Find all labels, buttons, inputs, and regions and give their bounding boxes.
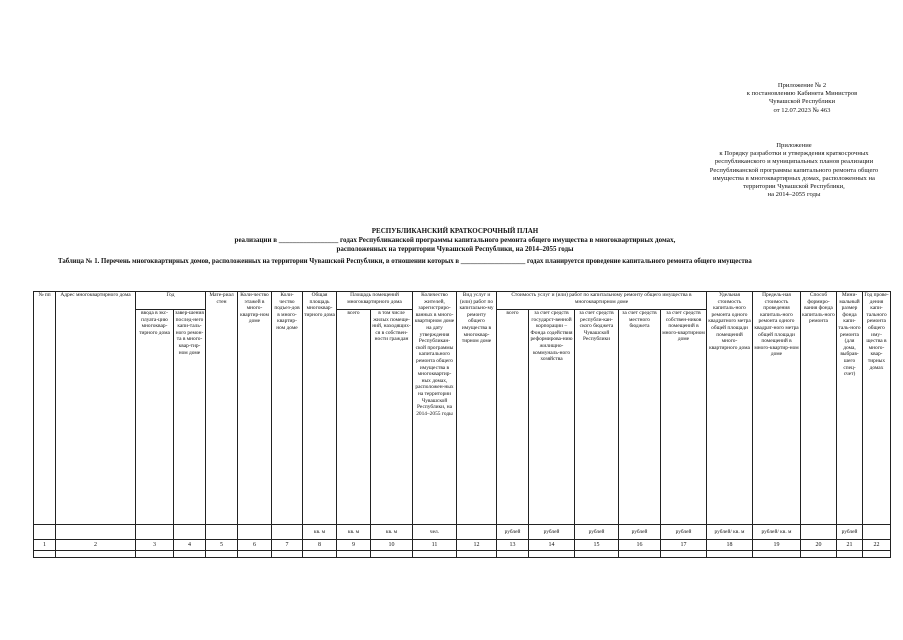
table-caption: Таблица № 1. Перечень многоквартирных домов, расположенных на территории Чувашской Республики, в отношении которых в ___________________ годах планируется проведение капитального ремонта общего имущества [58, 258, 752, 265]
column-number: 18 [707, 540, 753, 551]
column-number: 14 [529, 540, 575, 551]
column-number: 5 [206, 540, 238, 551]
unit-cell [174, 525, 206, 540]
unit-cell [272, 525, 303, 540]
unit-total-area: кв. м [303, 525, 337, 540]
plan-title: РЕСПУБЛИКАНСКИЙ КРАТКОСРОЧНЫЙ ПЛАН [371, 227, 539, 235]
unit-residents: чел. [413, 525, 457, 540]
header-residents: Количество жителей, зарегистриро-ванных в много-квартирном доме на дату утверждения Республикан-ской программы капитального ремонта общего имущества в многоквартир-ных домах, расположен-ных на территории Чувашской Республики, на 2014–2055 годы [413, 292, 457, 525]
header-row-number: № пп [34, 292, 56, 525]
header-last-repair-year: завер-шения послед-него капи-таль-ного ремон-та в много-квар-тир-ном доме [174, 310, 206, 525]
header-premises-area-group: Площадь помещений многоквартирного дома [337, 292, 413, 310]
header-cost-group: Стоимость услуг и (или) работ по капитальному ремонту общего имущества в многоквартирном доме [497, 292, 707, 310]
column-number: 6 [238, 540, 272, 551]
blank-row [34, 551, 891, 558]
unit-cost-republic: рублей [575, 525, 619, 540]
header-total-area: Общая площадь многоквар-тирного дома [303, 292, 337, 525]
header-cost-total: всего [497, 310, 529, 525]
unit-cell [206, 525, 238, 540]
unit-cell [136, 525, 174, 540]
header-repair-year: Год прове-дения капи-тального ремонта общего иму-щества в много-квар-тирных домах [863, 292, 891, 525]
header-cost-local: за счет средств местного бюджета [619, 310, 661, 525]
header-area-private: в том числе жилых помеще-ний, находящих-ся в собствен-ности граждан [371, 310, 413, 525]
appendix-line-5: имущества в многоквартирных домах, расположенных на [713, 174, 875, 182]
column-number: 9 [337, 540, 371, 551]
appendix-line-1: Приложение [776, 142, 812, 149]
header-area-total: всего [337, 310, 371, 525]
houses-table [33, 291, 891, 558]
appendix-2-header [722, 82, 882, 115]
column-number: 17 [661, 540, 707, 551]
appendix-2-line-4: от 12.07.2023 № 463 [773, 106, 831, 114]
unit-cell [56, 525, 136, 540]
plan-subtitle-line-2: расположенных на территории Чувашской Республики, на 2014–2055 годы [336, 245, 574, 253]
unit-cost-local: рублей [619, 525, 661, 540]
appendix-line-3: республиканского и муниципальных планов реализации [714, 158, 874, 166]
unit-cost-owners: рублей [661, 525, 707, 540]
column-number: 12 [457, 540, 497, 551]
appendix-line-4: Республиканской программы капитального ремонта общего [709, 166, 879, 174]
column-number: 8 [303, 540, 337, 551]
unit-min-fund: рублей [837, 525, 863, 540]
unit-cell [238, 525, 272, 540]
column-number: 1 [34, 540, 56, 551]
plan-subtitle-line-1: реализации в _________________ годах Республиканской программы капитального ремонта общего имущества в многоквартирных домах, [234, 236, 676, 244]
appendix-line-6: территории Чувашской Республики, [743, 183, 845, 191]
column-number: 15 [575, 540, 619, 551]
column-number: 11 [413, 540, 457, 551]
column-number: 22 [863, 540, 891, 551]
appendix-line-2: к Порядку разработки и утверждения краткосрочных [719, 150, 869, 158]
header-min-fund: Мини-мальный размер фонда капи-таль-ного ремонта (для дома, выбрав-шего спец-счет) [837, 292, 863, 525]
header-year-group: Год [136, 292, 206, 310]
column-number: 10 [371, 540, 413, 551]
unit-area-total: кв. м [337, 525, 371, 540]
header-entrances: Коли-чество подъез-дов в много-квартир-ном доме [272, 292, 303, 525]
header-cost-republic: за счет средств республи-кан-ского бюджета Чувашской Республики [575, 310, 619, 525]
column-number: 16 [619, 540, 661, 551]
column-number: 13 [497, 540, 529, 551]
unit-cell [457, 525, 497, 540]
unit-area-private: кв. м [371, 525, 413, 540]
unit-cost-total: рублей [497, 525, 529, 540]
unit-cost-fund: рублей [529, 525, 575, 540]
header-unit-cost: Удельная стоимость капиталь-ного ремонта одного квадратного метра общей площади помещений много-квартирного дома [707, 292, 753, 525]
header-fund-method: Способ формиро-вания фонда капиталь-ного ремонта [801, 292, 837, 525]
appendix-header [704, 142, 884, 199]
header-commission-year: ввода в экс-плуата-цию многоквар-тирного дома [136, 310, 174, 525]
column-number: 19 [753, 540, 801, 551]
appendix-2-line-2: к постановлению Кабинета Министров [746, 90, 858, 98]
header-cost-fund: за счет средств государст-венной корпорации – Фонда содействия реформирова-нию жилищно-коммуналь-ного хозяйства [529, 310, 575, 525]
header-max-unit-cost: Предель-ная стоимость проведения капиталь-ного ремонта одного квадрат-ного метра общей площади помещений в много-квартир-ном доме [753, 292, 801, 525]
header-work-type: Вид услуг и (или) работ по капитально-му ремонту общего имущества в многоквар-тирном доме [457, 292, 497, 525]
header-cost-owners: за счет средств собствен-ников помещений в много-квартирном доме [661, 310, 707, 525]
header-address: Адрес многоквартирного дома [56, 292, 136, 525]
column-number: 3 [136, 540, 174, 551]
appendix-2-line-3: Чувашской Республики [769, 98, 835, 106]
column-number: 20 [801, 540, 837, 551]
header-floors: Коли-чество этажей в много-квартир-ном доме [238, 292, 272, 525]
column-number: 4 [174, 540, 206, 551]
column-number: 7 [272, 540, 303, 551]
column-number: 2 [56, 540, 136, 551]
plan-title-block [150, 227, 760, 254]
unit-unit-cost: рублей/ кв. м [707, 525, 753, 540]
appendix-2-line-1: Приложение № 2 [777, 82, 827, 89]
appendix-line-7: на 2014–2055 годы [767, 191, 821, 199]
unit-max-unit-cost: рублей/ кв. м [753, 525, 801, 540]
unit-cell [863, 525, 891, 540]
header-wall-material: Мате-риал стен [206, 292, 238, 525]
unit-cell [34, 525, 56, 540]
column-number: 21 [837, 540, 863, 551]
unit-cell [801, 525, 837, 540]
